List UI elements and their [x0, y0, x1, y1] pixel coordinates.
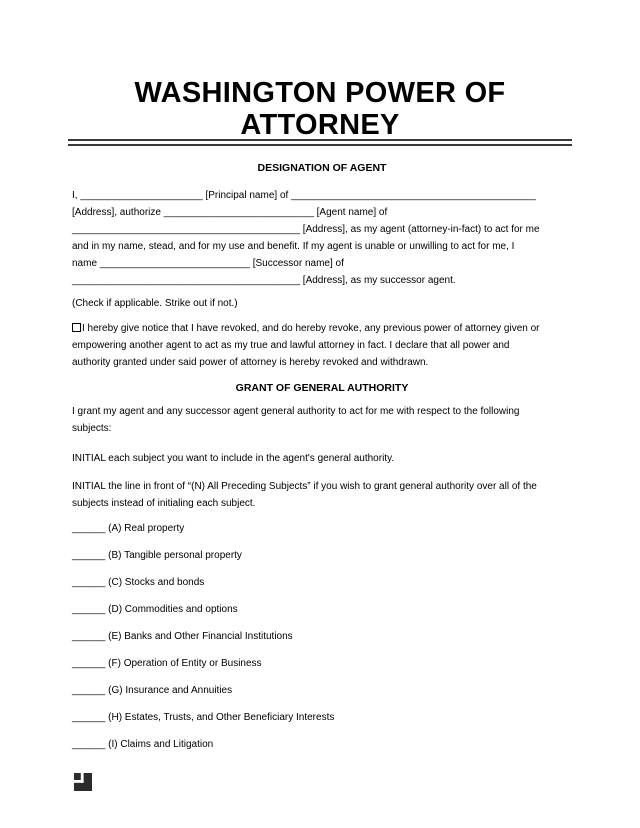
subject-item-a: ______ (A) Real property — [72, 523, 185, 534]
initial-all-line-2: subjects instead of initialing each subject. — [72, 498, 256, 509]
grant-intro-line-1: I grant my agent and any successor agent general authority to act for me with respect to the following — [72, 406, 520, 417]
page-title-line-2: ATTORNEY — [240, 109, 400, 141]
form-line-agent-address: _________________________________________ [Address], as my agent (attorney-in-fact) to act for me — [72, 224, 540, 235]
check-instruction-note: (Check if applicable. Strike out if not.) — [72, 298, 238, 309]
subject-item-g: ______ (G) Insurance and Annuities — [72, 685, 233, 696]
section-heading-designation: DESIGNATION OF AGENT — [257, 162, 387, 174]
subject-item-c: ______ (C) Stocks and bonds — [72, 577, 205, 588]
subject-item-d: ______ (D) Commodities and options — [72, 604, 238, 615]
revocation-line-2: empowering another agent to act as my true and lawful attorney in fact. I declare that all power and — [72, 340, 510, 351]
subject-item-h: ______ (H) Estates, Trusts, and Other Beneficiary Interests — [72, 712, 335, 723]
grant-intro-paragraph — [72, 403, 572, 437]
page-title — [0, 77, 640, 141]
logo-l-glyph — [74, 773, 92, 791]
initial-all-instruction — [72, 478, 572, 512]
section-heading-grant: GRANT OF GENERAL AUTHORITY — [235, 382, 409, 394]
form-line-address-authorize: [Address], authorize ___________________________ [Agent name] of — [72, 207, 388, 218]
subject-list — [72, 520, 572, 753]
form-line-successor: name ___________________________ [Successor name] of — [72, 258, 344, 269]
subject-item-f: ______ (F) Operation of Entity or Business — [72, 658, 262, 669]
document-content — [0, 139, 640, 753]
grant-intro-line-2: subjects: — [72, 423, 112, 434]
revocation-text-1: I hereby give notice that I have revoked, and do hereby revoke, any previous power of attorney given or — [82, 323, 540, 334]
subject-item-b: ______ (B) Tangible personal property — [72, 550, 242, 561]
designation-paragraph — [72, 187, 572, 289]
form-line-benefit: and in my name, stead, and for my use and benefit. If my agent is unable or unwilling to act for me, I — [72, 241, 515, 252]
checkbox-icon[interactable] — [72, 323, 81, 332]
subject-item-e: ______ (E) Banks and Other Financial Institutions — [72, 631, 293, 642]
form-line-principal: I, ______________________ [Principal name] of ____________________________________________ — [72, 190, 536, 201]
revocation-paragraph — [72, 320, 572, 371]
subject-item-i: ______ (I) Claims and Litigation — [72, 739, 214, 750]
form-line-successor-address: _________________________________________ [Address], as my successor agent. — [72, 275, 456, 286]
revocation-line-1 — [72, 320, 572, 337]
page-title-line-1: WASHINGTON POWER OF — [134, 77, 506, 109]
revocation-line-3: authority granted under said power of attorney is hereby revoked and withdrawn. — [72, 357, 429, 368]
legal-templates-logo — [74, 773, 92, 791]
initial-each-instruction: INITIAL each subject you want to include in the agent's general authority. — [72, 453, 395, 464]
initial-all-line-1: INITIAL the line in front of “(N) All Preceding Subjects” if you wish to grant general authority over all of the — [72, 481, 537, 492]
